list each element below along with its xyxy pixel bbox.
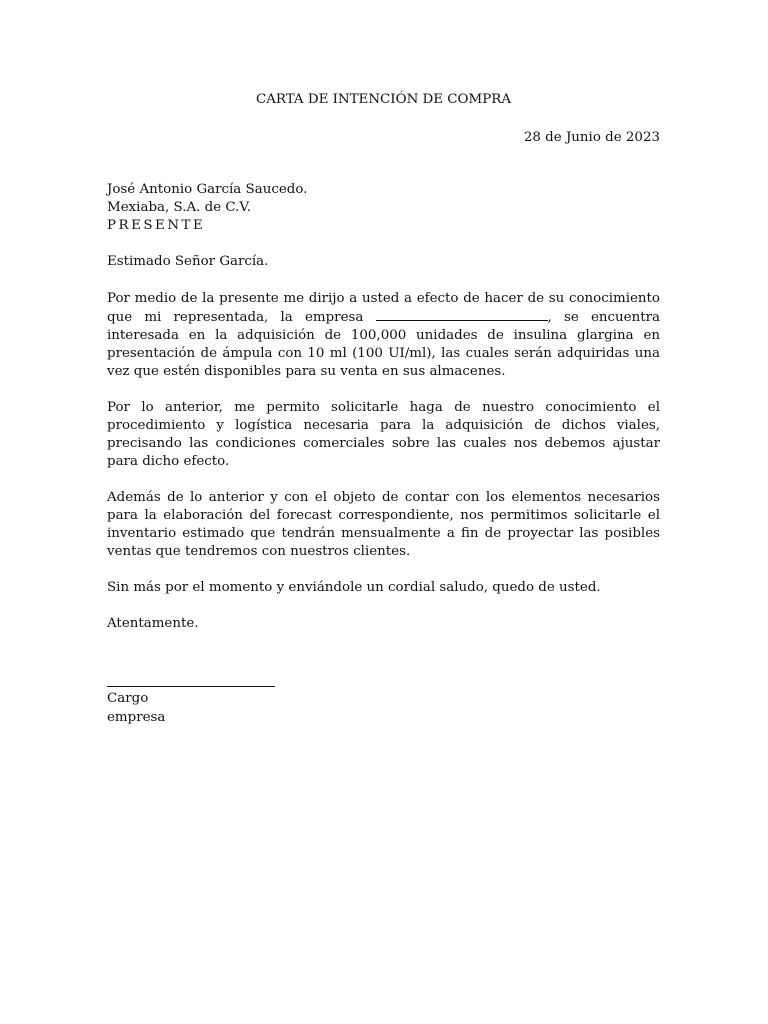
greeting: Estimado Señor García. xyxy=(107,254,269,269)
paragraph-1-start: Por medio de la presente me dirijo a usted a efecto de hacer de su conocimiento que mi representada, la empresa xyxy=(107,291,660,325)
addressee-block xyxy=(107,181,660,235)
letter-title: CARTA DE INTENCIÓN DE COMPRA xyxy=(255,92,512,107)
company-blank-field xyxy=(376,308,548,321)
signature-line xyxy=(107,686,275,687)
letter-date: 28 de Junio de 2023 xyxy=(523,130,660,145)
paragraph-1-end: , se encuentra interesada en la adquisición de 100,000 unidades de insulina glargina en presentación de ámpula con 10 ml (100 UI/ml), las cuales serán adquiridas una vez que estén disponibles para su venta en sus almacenes. xyxy=(107,310,660,379)
paragraph-4: Sin más por el momento y enviándole un cordial saludo, quedo de usted. xyxy=(107,580,601,595)
signature-position: Cargo xyxy=(107,691,149,706)
paragraph-1 xyxy=(107,290,660,381)
addressee-present: PRESENTE xyxy=(107,218,206,233)
paragraph-2: Por lo anterior, me permito solicitarle haga de nuestro conocimiento el procedimiento y logística necesaria para la adquisición de dichos viales, precisando las condiciones comerciales sobre las cuales nos debemos ajustar para dicho efecto. xyxy=(107,400,660,469)
addressee-name: José Antonio García Saucedo. xyxy=(107,182,308,197)
signature-company: empresa xyxy=(107,710,166,725)
paragraph-3: Además de lo anterior y con el objeto de contar con los elementos necesarios para la elaboración del forecast correspondiente, nos permitimos solicitarle el inventario estimado que tendrán mensualmente a fin de proyectar las posibles ventas que tendremos con nuestros clientes. xyxy=(107,490,660,559)
signature-block xyxy=(107,690,660,728)
addressee-company: Mexiaba, S.A. de C.V. xyxy=(107,200,252,215)
closing: Atentamente. xyxy=(107,616,199,631)
letter-page xyxy=(107,91,660,728)
